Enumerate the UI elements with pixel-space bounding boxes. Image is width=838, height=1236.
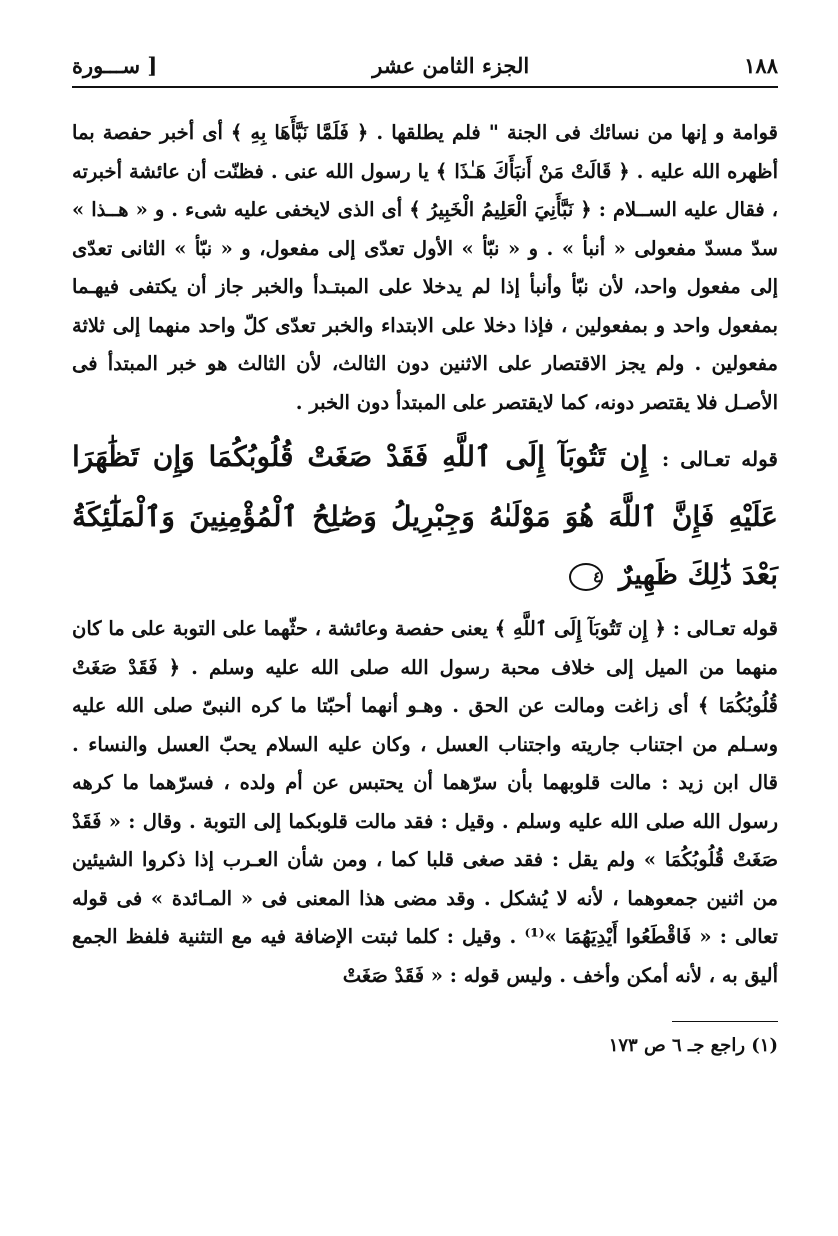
footnote: (١) راجع جـ ٦ ص ١٧٣ — [608, 1035, 778, 1056]
commentary-paragraph: قوله تعـالى : ﴿ إِن تَتُوبَآ إِلَى ٱللَّهِ ﴾ يعنى حفصة وعائشة ، حثّهما على التوبة على ما كان منهما من الميل إلى خلاف محبة رسول الله صلى الله عليه وسلم . ﴿ فَقَدْ صَغَتْ قُلُوبُكُمَا ﴾ أى زاغت ومالت عن الحق . وهـو أنهما أحبّتا ما كره النبىّ صلى الله عليه وسـلم من اجتناب جاريته واجتناب العسل ، وكان عليه السلام يحبّ العسل والنساء . قال ابن زيد : مالت قلوبهما بأن سرّهما أن يحتبس عن أم ولده ، فسرّهما ما كرهه رسول الله صلى الله عليه وسلم . وقيل : فقد مالت قلوبكما إلى التوبة . وقال : « فَقَدْ صَغَتْ قُلُوبُكُمَا » ولم يقل : فقد صغى قلبا كما ، ومن شأن العـرب إذا ذكروا الشيئين من اثنين جمعوهما ، لأنه لا يُشكل . وقد مضى هذا المعنى فى « المـائدة » فى قوله تعالى : « فَاقْطَعُوا أَيْدِيَهُمَا »⁽¹⁾ . وقيل : كلما ثبتت الإضافة فيه مع التثنية فلفظ الجمع أليق به ، لأنه أمكن وأخف . وليس قوله : « فَقَدْ صَغَتْ — [72, 617, 778, 987]
running-header — [72, 34, 778, 78]
sura-title: [ ســـورة — [72, 53, 158, 78]
part-title: الجزء الثامن عشر — [372, 53, 530, 78]
quran-verse — [72, 428, 778, 604]
verse-lead: قوله تعـالى : — [661, 447, 778, 471]
body-paragraph: قوامة و إنها من نسائك فى الجنة " فلم يطلقها . ﴿ فَلَمَّا نَبَّأَهَا بِهِ ﴾ أى أخبر حفصة بما أظهره الله عليه . ﴿ قَالَتْ مَنْ أَنبَأَكَ هَـٰذَا ﴾ يا رسول الله عنى . فظنّت أن عائشة أخبرته ، فقال عليه الســلام : ﴿ نَبَّأَنِيَ الْعَلِيمُ الْخَبِيرُ ﴾ أى الذى لايخفى عليه شىء . و « هــذا » سدّ مسدّ مفعولى « أنبأ » . و « نبّأ » الأول تعدّى إلى مفعول، و « نبّأ » الثانى تعدّى إلى مفعول واحد، لأن نبّأ وأنبأ إذا لم يدخلا على المبتـدأ والخبر جاز أن يكتفى فيهـما بمفعول واحد و بمفعولين ، فإذا دخلا على الابتداء والخبر تعدّى كلّ واحد منهما إلى ثلاثة مفعولين . ولم يجز الاقتصار على الاثنين دون الثالث، لأن الثالث هو خبر المبتدأ فى الأصـل فلا يقتصر دونه، كما لايقتصر على المبتدأ دون الخبر . — [72, 121, 778, 414]
header-rule — [72, 86, 778, 88]
page-number: ١٨٨ — [744, 53, 778, 78]
ayah-number-mark: ٤ — [569, 563, 603, 591]
footnote-rule — [672, 1021, 778, 1022]
verse-text: إِن تَتُوبَآ إِلَى ٱللَّهِ فَقَدْ صَغَتْ قُلُوبُكُمَا وَإِن تَظَٰهَرَا عَلَيْهِ فَإِنَّ ٱللَّهَ هُوَ مَوْلَىٰهُ وَجِبْرِيلُ وَصَٰلِحُ ٱلْمُؤْمِنِينَ وَٱلْمَلَٰٓئِكَةُ بَعْدَ ذَٰلِكَ ظَهِيرٌ — [72, 440, 778, 591]
